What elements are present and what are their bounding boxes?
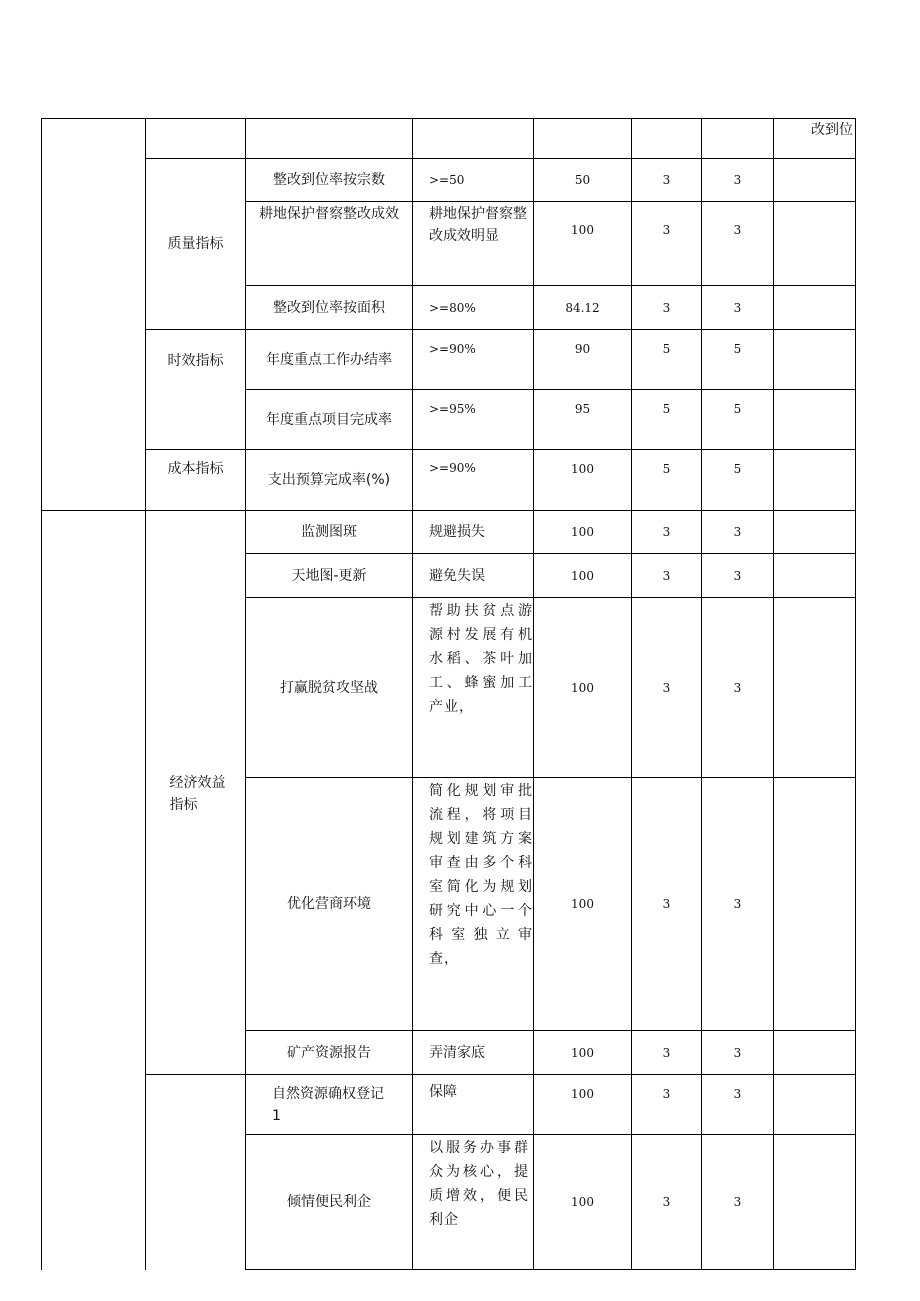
weight-text: 3: [662, 223, 671, 237]
weight-cell: [632, 1031, 701, 1074]
target-cell: [413, 1031, 533, 1074]
group-timeliness-label: [146, 350, 245, 380]
target-text: 保障: [429, 1084, 457, 1100]
actual-text: 100: [571, 1087, 594, 1101]
target-text: 耕地保护督察整改成效明显: [429, 206, 527, 244]
weight-text: 3: [662, 1087, 671, 1101]
score-text: 3: [733, 1087, 742, 1101]
score-cell: [702, 450, 773, 488]
score-text: 3: [733, 680, 742, 695]
actual-text: 100: [571, 1195, 594, 1209]
actual-text: 100: [571, 568, 594, 583]
indicator-cell: [246, 554, 412, 597]
actual-text: 84.12: [565, 300, 600, 315]
target-cell: [413, 398, 533, 428]
target-text: >=90%: [429, 342, 476, 356]
target-text: 帮助扶贫点游源村发展有机水稻、茶叶加工、蜂蜜加工产业，: [429, 603, 533, 715]
target-cell: [413, 1136, 533, 1236]
weight-text: 3: [662, 525, 671, 539]
weight-cell: [632, 1083, 701, 1113]
score-text: 5: [733, 342, 742, 356]
score-cell: [702, 159, 773, 201]
score-cell: [702, 598, 773, 777]
weight-cell: [632, 398, 701, 428]
target-cell: [413, 202, 533, 285]
actual-text: 50: [574, 173, 591, 187]
target-text: >=50: [429, 173, 465, 187]
indicator-text: 整改到位率按宗数: [273, 172, 385, 188]
score-cell: [702, 202, 773, 258]
weight-cell: [632, 554, 701, 597]
score-text: 3: [733, 173, 742, 187]
actual-cell: [534, 1083, 631, 1113]
score-cell: [702, 1083, 773, 1113]
indicator-cell: [246, 390, 412, 449]
rule: [41, 118, 855, 119]
weight-text: 3: [662, 897, 671, 911]
target-cell: [413, 457, 533, 487]
score-cell: [702, 778, 773, 1030]
weight-text: 3: [662, 300, 671, 315]
indicator-cell: [246, 778, 412, 1030]
target-text: 避免失误: [429, 567, 485, 584]
indicator-text: 支出预算完成率(%): [267, 472, 391, 488]
indicator-cell: [246, 1031, 412, 1074]
rule: [855, 118, 856, 1270]
overflow-note: [774, 119, 855, 158]
score-text: 3: [733, 1045, 742, 1060]
rule: [145, 1074, 855, 1075]
actual-text: 100: [571, 897, 594, 911]
indicator-text: 优化营商环境: [287, 896, 371, 912]
target-cell: [413, 554, 533, 597]
target-cell: [413, 159, 533, 201]
actual-cell: [534, 778, 631, 1030]
score-cell: [702, 1031, 773, 1074]
actual-cell: [534, 1135, 631, 1269]
group-label-text: 成本指标: [167, 461, 224, 477]
indicator-text: 倾情便民利企: [287, 1194, 371, 1210]
target-cell: [413, 779, 533, 967]
score-text: 3: [733, 223, 742, 237]
actual-cell: [534, 159, 631, 201]
target-text: 弄清家底: [429, 1044, 485, 1061]
weight-text: 5: [662, 402, 671, 416]
target-text: 规避损失: [429, 524, 485, 540]
group-quality-label: [146, 159, 245, 329]
indicator-text: 耕地保护督察整改成效: [259, 206, 399, 222]
actual-cell: [534, 598, 631, 777]
score-text: 3: [733, 1195, 742, 1209]
actual-cell: [534, 554, 631, 597]
actual-text: 100: [571, 525, 594, 539]
target-text: >=90%: [429, 461, 476, 475]
indicator-text: 年度重点项目完成率: [266, 411, 392, 428]
score-cell: [702, 286, 773, 329]
weight-text: 3: [662, 173, 671, 187]
indicator-text: 年度重点工作办结率: [266, 351, 392, 368]
target-text: 简化规划审批流程，将项目规划建筑方案审查由多个科室简化为规划研究中心一个科室独立审查，: [429, 783, 533, 967]
group-label-text: 时效指标: [167, 353, 224, 369]
score-text: 3: [733, 300, 742, 315]
score-cell: [702, 511, 773, 553]
indicator-text: 监测图斑: [301, 524, 357, 540]
weight-text: 3: [662, 1195, 671, 1209]
weight-cell: [632, 338, 701, 368]
indicator-text: 自然资源确权登记1: [272, 1086, 384, 1124]
weight-cell: [632, 450, 701, 488]
actual-cell: [534, 338, 631, 368]
indicator-text: 打赢脱贫攻坚战: [280, 679, 378, 696]
target-text: >=80%: [429, 300, 476, 315]
actual-cell: [534, 398, 631, 428]
actual-text: 100: [571, 223, 594, 237]
indicator-cell: [246, 1135, 412, 1269]
group-label-text: 经济效益 指标: [169, 775, 226, 813]
actual-cell: [534, 202, 631, 258]
weight-cell: [632, 202, 701, 258]
weight-cell: [632, 778, 701, 1030]
target-text: >=95%: [429, 402, 476, 416]
score-cell: [702, 1135, 773, 1269]
score-text: 3: [733, 568, 742, 583]
group-label-text: 质量指标: [167, 236, 224, 252]
actual-cell: [534, 450, 631, 488]
target-cell: [413, 286, 533, 329]
weight-text: 3: [662, 1045, 671, 1060]
indicator-cell: [246, 598, 412, 777]
target-cell: [413, 599, 533, 719]
score-cell: [702, 398, 773, 428]
score-cell: [702, 554, 773, 597]
weight-text: 5: [662, 462, 671, 476]
weight-cell: [632, 159, 701, 201]
indicator-cell: [246, 330, 412, 389]
score-text: 3: [733, 897, 742, 911]
indicator-cell: [246, 1083, 412, 1133]
indicator-text: 天地图-更新: [291, 567, 367, 584]
actual-text: 95: [574, 402, 591, 416]
indicator-cell: [246, 511, 412, 553]
actual-cell: [534, 1031, 631, 1074]
weight-text: 3: [662, 680, 671, 695]
score-text: 5: [733, 402, 742, 416]
target-text: 以服务办事群众为核心，提质增效，便民利企: [429, 1140, 529, 1228]
indicator-text: 矿产资源报告: [287, 1044, 371, 1061]
group-cost-label: [146, 458, 245, 488]
score-text: 3: [733, 525, 742, 539]
indicator-text: 整改到位率按面积: [273, 299, 385, 316]
actual-cell: [534, 511, 631, 553]
actual-text: 100: [571, 680, 594, 695]
weight-text: 3: [662, 568, 671, 583]
weight-text: 5: [662, 342, 671, 356]
indicator-cell: [246, 202, 412, 285]
target-cell: [413, 1081, 533, 1111]
actual-cell: [534, 286, 631, 329]
group-economic-label: [146, 772, 245, 822]
target-cell: [413, 511, 533, 553]
indicator-cell: [246, 450, 412, 510]
weight-cell: [632, 598, 701, 777]
rule: [245, 1269, 855, 1270]
indicator-cell: [246, 286, 412, 329]
rule: [41, 118, 42, 1270]
rule: [773, 118, 774, 1270]
weight-cell: [632, 1135, 701, 1269]
overflow-note-text: 改到位: [811, 122, 853, 138]
actual-text: 100: [571, 462, 594, 476]
score-text: 5: [733, 462, 742, 476]
weight-cell: [632, 511, 701, 553]
target-cell: [413, 338, 533, 368]
actual-text: 90: [574, 342, 591, 356]
weight-cell: [632, 286, 701, 329]
actual-text: 100: [571, 1045, 594, 1060]
score-cell: [702, 338, 773, 368]
indicator-cell: [246, 159, 412, 201]
